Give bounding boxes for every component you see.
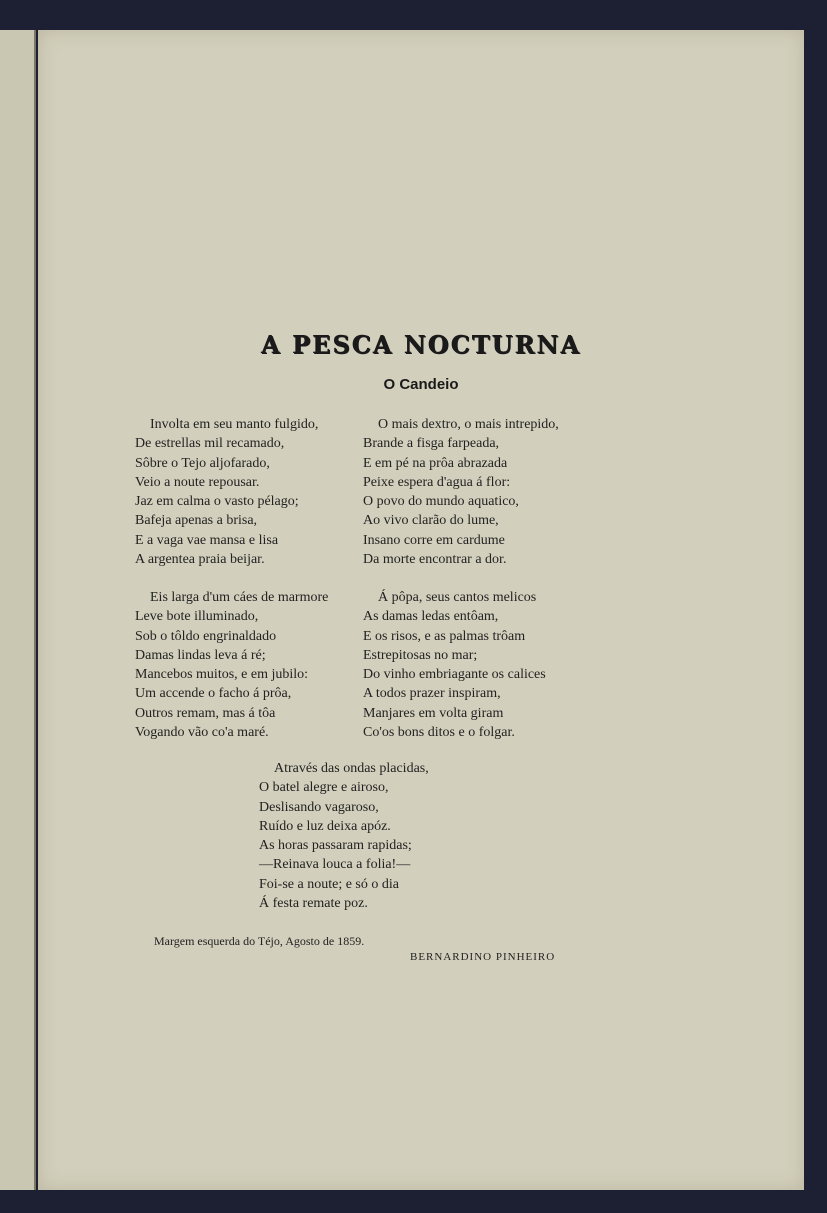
verse-line: E a vaga vae mansa e lisa [135,532,279,548]
verse-line: Outros remam, mas á tôa [135,705,276,721]
stanza-4 [363,588,546,742]
verse-line: Jaz em calma o vasto pélago; [135,494,299,510]
verse-line: Através das ondas placidas, [274,761,429,776]
verse-line: De estrellas mil recamado, [135,436,285,452]
verse-line: O povo do mundo aquatico, [363,494,519,510]
stanza-1 [135,415,318,569]
verse-line: O mais dextro, o mais intrepido, [378,417,559,432]
verse-line: Ruído e luz deixa apóz. [259,818,391,834]
stanza-2 [363,415,559,569]
verse-line: Da morte encontrar a dor. [363,552,507,568]
verse-line: Ao vivo clarão do lume, [363,513,499,529]
verse-line: Sôbre o Tejo aljofarado, [135,455,270,471]
verse-line: Eis larga d'um cáes de marmore [150,590,329,605]
verse-line: Vogando vão co'a maré. [135,725,269,741]
poem-title: A PESCA NOCTURNA [261,330,581,359]
verse-line: Insano corre em cardume [363,532,505,548]
verse-line: Damas lindas leva á ré; [135,647,266,663]
verse-line: Foi-se a noute; e só o dia [259,876,399,892]
verse-line: Involta em seu manto fulgido, [150,417,319,432]
verse-line: Do vinho embriagante os calices [363,667,546,683]
verse-line: Brande a fisga farpeada, [363,436,500,452]
author-signature: BERNARDINO PINHEIRO [410,951,556,963]
verse-line: As damas ledas entôam, [363,609,499,625]
verse-line: Um accende o facho á prôa, [135,686,292,702]
verse-line: Á pôpa, seus cantos melicos [378,590,537,605]
verse-line: E os risos, e as palmas trôam [363,628,526,644]
verse-line: As horas passaram rapidas; [259,838,412,854]
dateline: Margem esquerda do Téjo, Agosto de 1859. [154,934,365,948]
verse-line: Deslisando vagaroso, [259,799,379,815]
verse-line: Co'os bons ditos e o folgar. [363,725,515,741]
stanza-3 [135,588,328,742]
verse-line: Estrepitosas no mar; [363,647,478,663]
verse-line: Sob o tôldo engrinaldado [135,628,277,644]
verse-line: A argentea praia beijar. [135,552,265,568]
verse-line: A todos prazer inspiram, [363,686,501,702]
verse-line: Mancebos muitos, e em jubilo: [135,667,309,683]
facing-page-edge [0,30,36,1190]
verse-line: O batel alegre e airoso, [259,780,389,796]
verse-line: Leve bote illuminado, [135,609,259,625]
verse-line: —Reinava louca a folia!— [259,857,411,873]
stanza-5 [259,759,429,913]
poem-subtitle: O Candeio [383,376,459,393]
verse-line: Manjares em volta giram [363,705,504,721]
verse-line: Á festa remate poz. [259,896,368,912]
verse-line: Bafeja apenas a brisa, [135,513,258,529]
verse-line: E em pé na prôa abrazada [363,455,508,471]
document-page [38,30,804,1190]
verse-line: Peixe espera d'agua á flor: [363,474,511,490]
verse-line: Veio a noute repousar. [135,474,260,490]
